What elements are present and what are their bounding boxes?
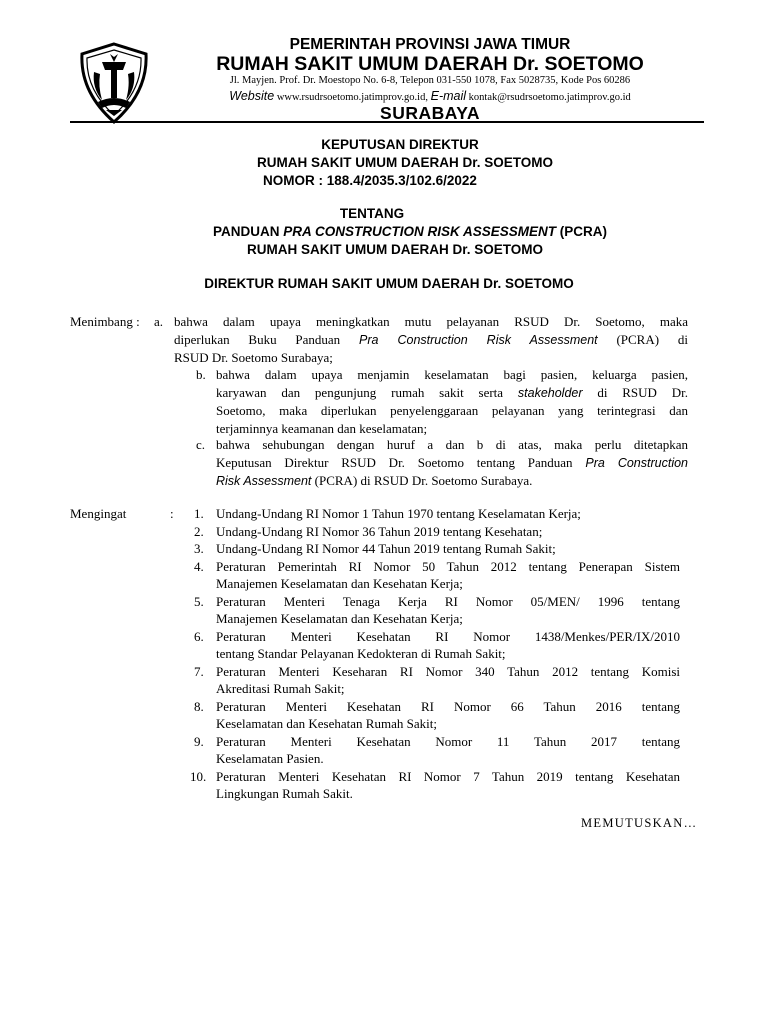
letterhead-institution: RUMAH SAKIT UMUM DAERAH Dr. SOETOMO bbox=[216, 53, 644, 75]
legal-basis-line: Peraturan Menteri Kesehatan RI Nomor 7 Tahun 2019 tentang Kesehatan bbox=[216, 768, 680, 784]
consideration-line: Risk Assessment (PCRA) di RSUD Dr. Soetomo Surabaya. bbox=[216, 473, 533, 488]
decree-subject-hospital: RUMAH SAKIT UMUM DAERAH Dr. SOETOMO bbox=[246, 242, 543, 257]
legal-basis-line: Undang-Undang RI Nomor 44 Tahun 2019 tentang Rumah Sakit; bbox=[216, 541, 556, 556]
consideration-letter: c. bbox=[196, 437, 206, 452]
consideration-line: terjaminnya keamanan dan keselamatan; bbox=[216, 420, 428, 436]
decree-title: KEPUTUSAN DIREKTUR bbox=[321, 137, 479, 152]
consideration-item bbox=[154, 313, 688, 367]
legal-basis-line: Peraturan Pemerintah RI Nomor 50 Tahun 2012 tentang Penerapan Sistem bbox=[216, 558, 680, 574]
decree-number: NOMOR : 188.4/2035.3/102.6/2022 bbox=[263, 173, 477, 188]
email-label: E-mail bbox=[430, 89, 467, 103]
legal-basis-item bbox=[194, 698, 680, 733]
legal-basis-line: Peraturan Menteri Tenaga Kerja RI Nomor 05/MEN/ 1996 tentang bbox=[216, 593, 680, 609]
legal-basis-number: 7. bbox=[194, 663, 204, 679]
legal-basis-line: Peraturan Menteri Kesehatan RI Nomor 66 Tahun 2016 tentang bbox=[216, 698, 680, 714]
consideration-line: diperlukan Buku Panduan Pra Construction Risk Assessment (PCRA) di bbox=[174, 331, 688, 347]
legal-basis-list bbox=[190, 505, 680, 803]
legal-basis-line: Keselamatan dan Kesehatan Rumah Sakit; bbox=[216, 716, 437, 731]
email-link[interactable]: kontak@rsudrsoetomo.jatimprov.go.id bbox=[468, 92, 631, 103]
legal-basis-line: Keselamatan Pasien. bbox=[216, 751, 324, 766]
consideration-line: bahwa dalam upaya menjamin keselamatan bagi pasien, keluarga pasien, bbox=[216, 367, 688, 382]
legal-basis-line: Manajemen Keselamatan dan Kesehatan Kerja; bbox=[216, 611, 463, 626]
legal-basis-line: Peraturan Menteri Kesehatan Nomor 11 Tahun 2017 tentang bbox=[216, 733, 680, 749]
legal-basis-item bbox=[194, 733, 680, 768]
consideration-line: Soetomo, maka diperlukan penyelenggaraan pelayanan yang terintegrasi dan bbox=[216, 403, 688, 418]
decides-continuation: MEMUTUSKAN… bbox=[581, 816, 698, 830]
legal-basis-line: Lingkungan Rumah Sakit. bbox=[216, 786, 353, 801]
decree-subject: PANDUAN PRA CONSTRUCTION RISK ASSESSMENT (PCRA) bbox=[212, 224, 608, 239]
legal-basis-number: 1. bbox=[194, 506, 204, 521]
letterhead-divider bbox=[70, 121, 704, 123]
website-link[interactable]: www.rsudrsoetomo.jatimprov.go.id, bbox=[276, 92, 428, 103]
legal-basis-item bbox=[194, 593, 680, 628]
consideration-item bbox=[196, 366, 688, 437]
legal-basis-number: 5. bbox=[194, 593, 204, 609]
legal-basis-number: 10. bbox=[190, 768, 207, 784]
considering-label: Menimbang : bbox=[70, 314, 140, 329]
legal-basis-item bbox=[194, 558, 680, 593]
letterhead-government: PEMERINTAH PROVINSI JAWA TIMUR bbox=[289, 36, 571, 53]
director-heading: DIREKTUR RUMAH SAKIT UMUM DAERAH Dr. SOETOMO bbox=[204, 276, 574, 291]
legal-basis-line: Manajemen Keselamatan dan Kesehatan Kerja; bbox=[216, 576, 463, 591]
legal-basis-number: 6. bbox=[194, 628, 204, 644]
legal-basis-line: Undang-Undang RI Nomor 1 Tahun 1970 tentang Keselamatan Kerja; bbox=[216, 506, 581, 521]
consideration-letter: b. bbox=[196, 367, 206, 382]
consideration-text bbox=[216, 436, 688, 491]
legal-basis-line: Undang-Undang RI Nomor 36 Tahun 2019 tentang Kesehatan; bbox=[216, 523, 543, 539]
letterhead-contact bbox=[160, 89, 700, 103]
legal-basis-item bbox=[194, 523, 680, 541]
legal-basis-line: Peraturan Menteri Keseharan RI Nomor 340 Tahun 2012 tentang Komisi bbox=[216, 663, 680, 679]
legal-basis-number: 4. bbox=[194, 558, 204, 574]
legal-basis-line: tentang Standar Pelayanan Kedokteran di Rumah Sakit; bbox=[216, 646, 506, 661]
legal-basis-item bbox=[194, 628, 680, 663]
legal-basis-line: Akreditasi Rumah Sakit; bbox=[216, 681, 345, 696]
legal-basis-number: 9. bbox=[194, 733, 204, 749]
consideration-line: RSUD Dr. Soetomo Surabaya; bbox=[174, 350, 333, 365]
legal-basis-number: 3. bbox=[194, 541, 204, 556]
consideration-line: bahwa sehubungan dengan huruf a dan b di atas, maka perlu ditetapkan bbox=[216, 437, 688, 452]
legal-basis-item bbox=[194, 663, 680, 698]
legal-basis-line: Peraturan Menteri Kesehatan RI Nomor 1438/Menkes/PER/IX/2010 bbox=[216, 628, 680, 644]
consideration-text bbox=[216, 366, 688, 437]
decree-hospital: RUMAH SAKIT UMUM DAERAH Dr. SOETOMO bbox=[256, 155, 553, 170]
legal-basis-item bbox=[194, 505, 680, 523]
website-label: Website bbox=[229, 89, 275, 103]
consideration-item bbox=[196, 436, 688, 491]
remembering-label: Mengingat bbox=[70, 506, 127, 521]
consideration-line: karyawan dan pengunjung rumah sakit serta stakeholder di RSUD Dr. bbox=[216, 384, 689, 400]
letterhead-address: Jl. Mayjen. Prof. Dr. Moestopo No. 6-8, Telepon 031-550 1078, Fax 5028735, Kode Pos 60286 bbox=[229, 75, 631, 86]
consideration-line: Keputusan Direktur RSUD Dr. Soetomo tentang Panduan Pra Construction bbox=[216, 454, 688, 470]
legal-basis-item bbox=[190, 768, 680, 803]
decree-about: TENTANG bbox=[339, 206, 405, 221]
legal-basis-number: 2. bbox=[194, 523, 204, 539]
consideration-text bbox=[174, 313, 688, 367]
legal-basis-number: 8. bbox=[194, 698, 204, 714]
consideration-line: bahwa dalam upaya meningkatkan mutu pelayanan RSUD Dr. Soetomo, maka bbox=[174, 314, 688, 329]
consideration-letter: a. bbox=[154, 314, 164, 329]
east-java-coat-of-arms-icon bbox=[76, 42, 152, 124]
letterhead-city: SURABAYA bbox=[380, 103, 480, 123]
legal-basis-item bbox=[194, 540, 680, 558]
remembering-colon: : bbox=[170, 506, 174, 521]
